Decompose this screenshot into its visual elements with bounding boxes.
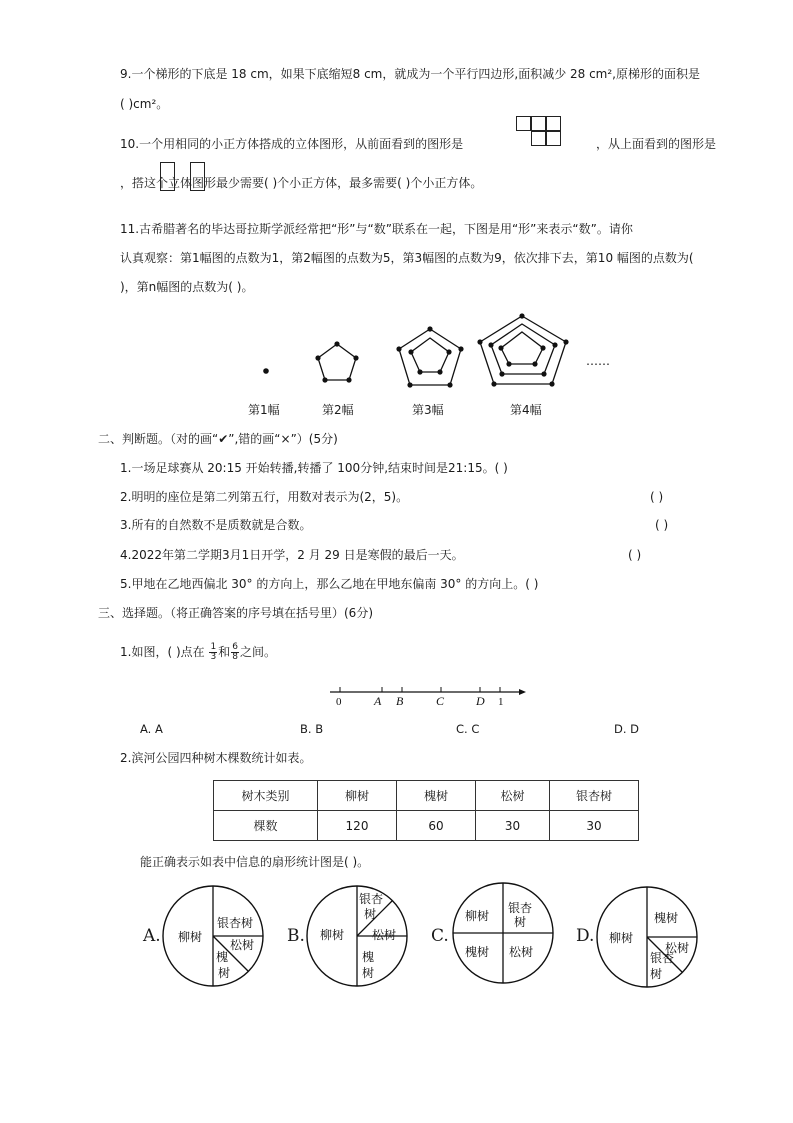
svg-text:松树: 松树 <box>230 938 255 952</box>
q10-part1: 10.一个用相同的小正方体搭成的立体图形，从前面看到的图形是 <box>120 137 464 151</box>
figure-4 <box>477 313 568 386</box>
number-line <box>326 684 536 710</box>
svg-text:槐树: 槐树 <box>465 945 490 959</box>
table-header-cell: 柳树 <box>318 781 397 811</box>
judge-item-4-paren: ( ) <box>628 548 642 562</box>
svg-text:树: 树 <box>650 967 663 981</box>
section3-title: 三、选择题。（将正确答案的序号填在括号里）(6分) <box>98 606 374 620</box>
svg-text:树: 树 <box>362 966 375 980</box>
pentagon-dot-figures <box>250 312 630 392</box>
table-cell: 棵数 <box>214 811 318 841</box>
table-header-cell: 树木类别 <box>214 781 318 811</box>
choice-q1-prefix: 1.如图，( )点在 <box>120 645 205 659</box>
judge-item-2-paren: ( ) <box>650 490 664 504</box>
choice-q1 <box>120 638 276 666</box>
choice-q1-option-a: A. A <box>140 722 163 736</box>
choice-q1-suffix: 之间。 <box>239 645 276 659</box>
choice-q1-option-b: B. B <box>300 722 324 736</box>
svg-text:柳树: 柳树 <box>320 928 345 942</box>
q11-line3: )，第n幅图的点数为( )。 <box>120 280 254 294</box>
q10-line2: ，搭这个立体图形最少需要( )个小正方体，最多需要( )个小正方体。 <box>120 176 483 190</box>
fig-label-3: 第3幅 <box>412 403 444 417</box>
choice-q1-option-c: C. C <box>456 722 480 736</box>
judge-item-3-paren: ( ) <box>655 518 669 532</box>
top-view-figure <box>160 162 206 192</box>
table-cell: 60 <box>397 811 476 841</box>
pie-option-a-label: A. <box>143 926 161 946</box>
fig-label-1: 第1幅 <box>248 403 280 417</box>
q10-part2: ，从上面看到的图形是 <box>596 137 717 151</box>
pie-chart-d <box>596 886 698 988</box>
svg-text:槐: 槐 <box>362 950 375 964</box>
svg-text:柳树: 柳树 <box>465 909 490 923</box>
svg-text:银杏: 银杏 <box>508 901 533 915</box>
point-b: B <box>396 694 404 708</box>
judge-item-3: 3.所有的自然数不是质数就是合数。 <box>120 518 312 532</box>
pie-option-c-label: C. <box>431 926 449 946</box>
svg-text:树: 树 <box>514 915 527 929</box>
svg-text:银杏: 银杏 <box>359 892 384 906</box>
judge-item-2: 2.明明的座位是第二列第五行，用数对表示为(2，5)。 <box>120 490 409 504</box>
choice-q1-option-d: D. D <box>614 722 640 736</box>
choice-q2-question: 能正确表示如表中信息的扇形统计图是( )。 <box>140 855 370 869</box>
svg-text:松树: 松树 <box>665 941 690 955</box>
svg-text:柳树: 柳树 <box>178 930 203 944</box>
choice-q2-title: 2.滨河公园四种树木棵数统计如表。 <box>120 751 312 765</box>
front-view-figure <box>516 116 562 148</box>
fraction-one-third: $\frac{1}{3}$ <box>210 642 217 662</box>
pie-chart-c <box>452 882 554 984</box>
fig-label-2: 第2幅 <box>322 403 354 417</box>
table-header-row <box>214 781 639 811</box>
point-d: D <box>476 694 485 708</box>
svg-text:树: 树 <box>218 966 231 980</box>
figure-3 <box>396 326 463 387</box>
svg-text:松树: 松树 <box>509 945 534 959</box>
q11-line2: 认真观察：第1幅图的点数为1，第2幅图的点数为5，第3幅图的点数为9，依次排下去，第10 幅图的点数为( <box>120 251 694 265</box>
svg-text:银杏树: 银杏树 <box>217 916 254 930</box>
point-a: A <box>374 694 382 708</box>
figure-2 <box>315 341 358 382</box>
fraction-six-eighths: $\frac{6}{8}$ <box>232 642 238 662</box>
point-c: C <box>436 694 445 708</box>
pie-chart-b <box>306 885 408 987</box>
judge-item-4: 4.2022年第二学期3月1日开学，2 月 29 日是寒假的最后一天。 <box>120 548 464 562</box>
q9-line2: ( )cm²。 <box>120 97 169 111</box>
ellipsis: …… <box>586 354 610 368</box>
table-row <box>214 811 639 841</box>
q11-line1: 11.古希腊著名的毕达哥拉斯学派经常把“形”与“数”联系在一起，下图是用“形”来表示“数”。请你 <box>120 222 633 236</box>
judge-item-5: 5.甲地在乙地西偏北 30° 的方向上，那么乙地在甲地东偏南 30° 的方向上。( ) <box>120 577 539 591</box>
numberline-zero: 0 <box>336 696 342 708</box>
svg-text:松树: 松树 <box>372 928 397 942</box>
pie-option-b-label: B. <box>287 926 305 946</box>
judge-item-1: 1.一场足球赛从 20:15 开始转播,转播了 100分钟,结束时间是21:15。( ) <box>120 461 508 475</box>
table-cell: 30 <box>476 811 550 841</box>
tree-count-table <box>213 780 639 841</box>
pie-option-d-label: D. <box>576 926 595 946</box>
table-header-cell: 槐树 <box>397 781 476 811</box>
svg-text:槐: 槐 <box>216 950 229 964</box>
q9-line1: 9.一个梯形的下底是 18 cm，如果下底缩短8 cm，就成为一个平行四边形,面积减少 28 cm²,原梯形的面积是 <box>120 67 700 81</box>
table-cell: 30 <box>550 811 639 841</box>
section2-title: 二、判断题。（对的画“✔”,错的画“×”）(5分) <box>98 432 338 446</box>
svg-text:银杏: 银杏 <box>650 951 675 965</box>
pie-chart-a <box>162 885 264 987</box>
svg-text:树: 树 <box>364 907 377 921</box>
fig-label-4: 第4幅 <box>510 403 542 417</box>
choice-q1-and: 和 <box>218 645 231 659</box>
numberline-one: 1 <box>498 696 504 708</box>
table-cell: 120 <box>318 811 397 841</box>
table-header-cell: 银杏树 <box>550 781 639 811</box>
table-header-cell: 松树 <box>476 781 550 811</box>
svg-text:槐树: 槐树 <box>654 911 679 925</box>
svg-text:柳树: 柳树 <box>609 931 634 945</box>
